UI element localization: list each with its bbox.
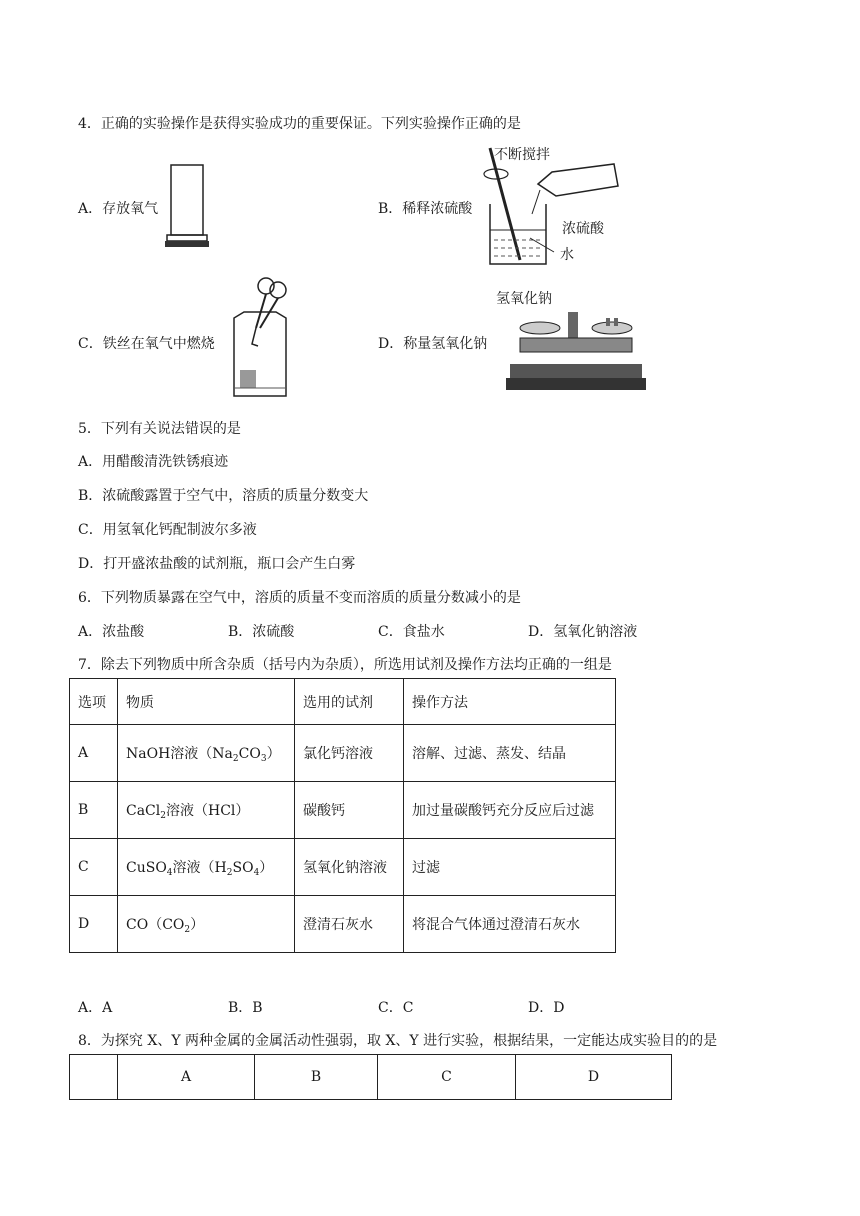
- sodium-hydroxide-label: 氢氧化钠: [496, 291, 552, 307]
- q6-stem: 6．下列物质暴露在空气中，溶质的质量不变而溶质的质量分数减小的是: [78, 590, 521, 606]
- stir-label: 不断搅拌: [494, 147, 550, 163]
- q4-option-a: A．存放氧气: [78, 201, 159, 217]
- header-option: 选项: [70, 679, 118, 725]
- row-method: 将混合气体通过澄清石灰水: [404, 896, 616, 953]
- row-option: A: [70, 725, 118, 782]
- q8-table: [69, 1054, 672, 1100]
- q5-stem: 5．下列有关说法错误的是: [78, 421, 241, 437]
- q5-option-c: C．用氢氧化钙配制波尔多液: [78, 522, 257, 538]
- q4-option-c: C．铁丝在氧气中燃烧: [78, 336, 215, 352]
- q7-stem: 7．除去下列物质中所含杂质（括号内为杂质），所选用试剂及操作方法均正确的一组是: [78, 657, 612, 673]
- header-method: 操作方法: [404, 679, 616, 725]
- q5-option-d: D．打开盛浓盐酸的试剂瓶，瓶口会产生白雾: [78, 556, 356, 572]
- q5-option-b: B．浓硫酸露置于空气中，溶质的质量分数变大: [78, 488, 369, 504]
- row-method: 溶解、过滤、蒸发、结晶: [404, 725, 616, 782]
- row-reagent: 氯化钙溶液: [295, 725, 404, 782]
- table-row: [70, 725, 616, 782]
- q7-answer-a: A．A: [78, 1000, 113, 1016]
- row-substance: NaOH溶液$(Na_2CO_3)$: [118, 725, 295, 782]
- table-header-row: [70, 1055, 672, 1100]
- row-method: 过滤: [404, 839, 616, 896]
- q6-option-a: A．浓盐酸: [78, 624, 145, 640]
- q6-option-c: C．食盐水: [378, 624, 445, 640]
- table-row: [70, 782, 616, 839]
- q4-stem: 4．正确的实验操作是获得实验成功的重要保证。下列实验操作正确的是: [78, 116, 521, 132]
- header-blank: [70, 1055, 118, 1100]
- acid-label: 浓硫酸: [562, 221, 604, 237]
- q4-option-b: B．稀释浓硫酸: [378, 201, 473, 217]
- row-substance: CuSO$_4$溶液$(H_2SO_4)$: [118, 839, 295, 896]
- header-d: D: [516, 1055, 672, 1100]
- q6-option-d: D．氢氧化钠溶液: [528, 624, 638, 640]
- header-substance: 物质: [118, 679, 295, 725]
- table-row: [70, 839, 616, 896]
- header-c: C: [378, 1055, 516, 1100]
- row-method: 加过量碳酸钙充分反应后过滤: [404, 782, 616, 839]
- row-reagent: 澄清石灰水: [295, 896, 404, 953]
- q7-table: [69, 678, 616, 953]
- q4-option-d: D．称量氢氧化钠: [378, 336, 488, 352]
- row-option: B: [70, 782, 118, 839]
- header-b: B: [255, 1055, 378, 1100]
- q7-answer-d: D．D: [528, 1000, 565, 1016]
- q7-answer-c: C．C: [378, 1000, 414, 1016]
- header-reagent: 选用的试剂: [295, 679, 404, 725]
- row-reagent: 碳酸钙: [295, 782, 404, 839]
- table-row: [70, 896, 616, 953]
- q6-option-b: B．浓硫酸: [228, 624, 295, 640]
- iron-wire-burning-figure: [228, 274, 292, 402]
- row-substance: $CO(CO_2)$: [118, 896, 295, 953]
- row-option: D: [70, 896, 118, 953]
- row-reagent: 氢氧化钠溶液: [295, 839, 404, 896]
- oxygen-jar-figure: [163, 163, 213, 251]
- q8-stem: 8．为探究 X、Y 两种金属的金属活动性强弱，取 X、Y 进行实验，根据结果，一定能达成实验目的的是: [78, 1033, 718, 1049]
- row-substance: CaCl$_2$溶液（HCl）: [118, 782, 295, 839]
- water-label: 水: [560, 247, 574, 263]
- header-a: A: [118, 1055, 255, 1100]
- q5-option-a: A．用醋酸清洗铁锈痕迹: [78, 454, 229, 470]
- table-header-row: [70, 679, 616, 725]
- q7-answer-b: B．B: [228, 1000, 263, 1016]
- balance-scale-figure: [506, 306, 646, 396]
- row-option: C: [70, 839, 118, 896]
